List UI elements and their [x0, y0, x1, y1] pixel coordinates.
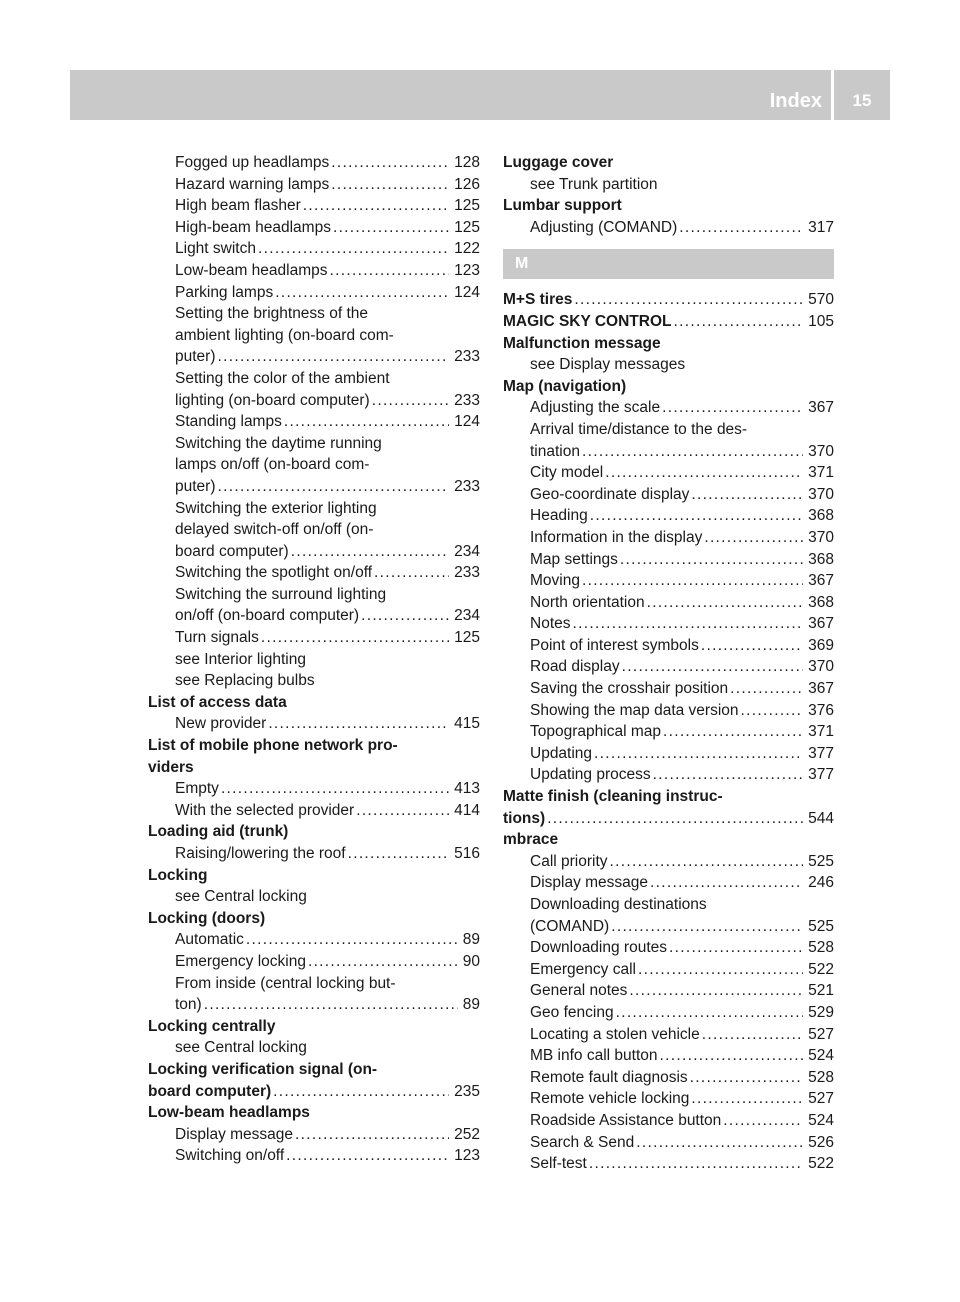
dot-leader [723, 1110, 803, 1132]
entry-label: Information in the display [530, 528, 703, 546]
entry-page-number: 367 [808, 572, 834, 590]
index-entry [503, 764, 834, 786]
dot-leader [691, 1088, 803, 1110]
dot-leader [605, 462, 803, 484]
index-heading: Locking centrally [148, 1017, 276, 1035]
index-heading: Malfunction message [503, 334, 661, 352]
dot-leader [611, 916, 803, 938]
entry-label: Heading [530, 507, 588, 525]
index-text-line: see Trunk partition [530, 175, 658, 193]
dot-leader [629, 980, 803, 1002]
dot-leader [308, 951, 458, 973]
index-entry [148, 195, 480, 217]
index-heading: Luggage cover [503, 154, 614, 171]
index-text-line: see Replacing bulbs [175, 672, 315, 690]
entry-page-number: 105 [808, 312, 834, 330]
index-text-line: Arrival time/distance to the des- [530, 420, 748, 438]
dot-leader [275, 282, 449, 304]
entry-page-number: 125 [454, 197, 480, 215]
dot-leader [638, 959, 803, 981]
index-entry [148, 238, 480, 260]
entry-page-number: 89 [462, 996, 480, 1014]
entry-label: Display message [530, 874, 649, 892]
dot-leader [690, 1067, 803, 1089]
index-entry [503, 592, 834, 614]
entry-label: Updating process [530, 766, 651, 784]
index-entry [503, 1110, 834, 1132]
index-entry [148, 800, 480, 822]
dot-leader [273, 1081, 449, 1103]
dot-leader [730, 678, 803, 700]
index-entry [148, 605, 480, 627]
dot-leader [331, 174, 449, 196]
entry-page-number: 527 [808, 1025, 834, 1043]
index-entry [503, 527, 834, 549]
index-heading: viders [148, 758, 194, 776]
dot-leader [333, 217, 449, 239]
entry-label: tions) [503, 809, 546, 827]
index-entry [503, 808, 834, 830]
index-heading: Locking verification signal (on- [148, 1060, 378, 1078]
entry-label: Geo fencing [530, 1003, 614, 1021]
entry-page-number: 544 [808, 809, 834, 827]
index-text-line: Downloading destinations [530, 896, 707, 913]
index-entry [148, 994, 480, 1016]
index-entry [503, 570, 834, 592]
entry-label: General notes [530, 982, 628, 1000]
index-heading: Locking (doors) [148, 909, 266, 927]
dot-leader [679, 217, 803, 239]
entry-label: Adjusting the scale [530, 399, 661, 417]
entry-label: ton) [175, 996, 202, 1014]
entry-label: Switching the spotlight on/off [175, 564, 373, 582]
entry-page-number: 367 [808, 680, 834, 698]
entry-label: Notes [530, 615, 571, 633]
dot-leader [204, 994, 458, 1016]
entry-label: Topographical map [530, 723, 661, 741]
section-title: Index [769, 90, 822, 112]
index-text-line: Switching the surround lighting [175, 585, 387, 603]
dot-leader [582, 570, 803, 592]
index-entry [148, 843, 480, 865]
entry-page-number: 528 [808, 1068, 834, 1086]
dot-leader [660, 1045, 804, 1067]
entry-page-number: 317 [808, 218, 834, 236]
index-entry [503, 872, 834, 894]
index-text-line: see Central locking [175, 888, 307, 906]
entry-label: (COMAND) [530, 917, 610, 935]
entry-page-number: 522 [808, 960, 834, 978]
index-entry [503, 289, 834, 311]
entry-page-number: 371 [808, 723, 834, 741]
entry-label: Display message [175, 1125, 294, 1143]
entry-label: Roadside Assistance button [530, 1111, 722, 1129]
index-text-line: see Display messages [530, 356, 686, 374]
index-entry [148, 562, 480, 584]
index-entry [503, 1024, 834, 1046]
dot-leader [218, 476, 450, 498]
dot-leader [268, 713, 449, 735]
dot-leader [374, 562, 449, 584]
dot-leader [622, 656, 804, 678]
index-text-line: Setting the color of the ambient [175, 369, 390, 387]
entry-label: Adjusting (COMAND) [530, 218, 678, 236]
entry-label: Emergency locking [175, 952, 306, 970]
entry-label: Standing lamps [175, 413, 282, 431]
entry-page-number: 415 [454, 715, 480, 733]
index-letter: M [515, 255, 529, 273]
dot-leader [261, 627, 449, 649]
entry-label: Emergency call [530, 960, 636, 978]
entry-page-number: 233 [454, 564, 480, 582]
index-text-line: Setting the brightness of the [175, 305, 369, 323]
index-entry [503, 851, 834, 873]
entry-page-number: 522 [808, 1155, 834, 1173]
dot-leader [674, 311, 804, 333]
index-column-right [503, 152, 834, 1175]
index-entry [148, 627, 480, 649]
entry-label: M+S tires [503, 291, 573, 309]
index-entry [148, 1145, 480, 1167]
entry-label: board computer) [175, 542, 289, 560]
entry-page-number: 526 [808, 1133, 834, 1151]
entry-page-number: 524 [808, 1047, 834, 1065]
entry-page-number: 376 [808, 701, 834, 719]
dot-leader [303, 195, 449, 217]
entry-page-number: 233 [454, 348, 480, 366]
entry-page-number: 368 [808, 550, 834, 568]
entry-page-number: 89 [462, 931, 480, 949]
entry-label: Map settings [530, 550, 618, 568]
index-entry [148, 1124, 480, 1146]
entry-page-number: 233 [454, 477, 480, 495]
entry-page-number: 124 [454, 283, 480, 301]
dot-leader [295, 1124, 449, 1146]
index-entry [503, 678, 834, 700]
entry-label: Hazard warning lamps [175, 175, 330, 193]
index-entry [503, 700, 834, 722]
page-number: 15 [852, 91, 872, 110]
index-entry [148, 152, 480, 174]
index-entry [503, 1002, 834, 1024]
dot-leader [636, 1132, 803, 1154]
entry-label: Locating a stolen vehicle [530, 1025, 700, 1043]
entry-page-number: 570 [808, 291, 834, 309]
index-heading: Low-beam headlamps [148, 1104, 310, 1122]
index-heading: mbrace [503, 831, 559, 849]
entry-page-number: 246 [808, 874, 834, 892]
dot-leader [691, 484, 803, 506]
dot-leader [582, 441, 803, 463]
index-text-line: delayed switch-off on/off (on- [175, 521, 374, 539]
entry-page-number: 527 [808, 1090, 834, 1108]
index-text-line: see Interior lighting [175, 650, 306, 668]
entry-page-number: 126 [454, 175, 480, 193]
entry-page-number: 233 [454, 391, 480, 409]
index-entry [503, 980, 834, 1002]
index-entry [503, 397, 834, 419]
index-letter-bar [503, 249, 834, 279]
dot-leader [218, 346, 450, 368]
entry-page-number: 367 [808, 399, 834, 417]
entry-page-number: 368 [808, 593, 834, 611]
entry-label: on/off (on-board computer) [175, 607, 360, 625]
index-heading: List of access data [148, 693, 287, 711]
index-heading: Loading aid (trunk) [148, 823, 289, 841]
dot-leader [286, 1145, 449, 1167]
entry-page-number: 528 [808, 939, 834, 957]
entry-label: Self-test [530, 1155, 587, 1173]
entry-label: Call priority [530, 852, 608, 870]
dot-leader [221, 778, 449, 800]
index-text-line: see Central locking [175, 1039, 307, 1057]
index-entry [148, 1081, 480, 1103]
entry-page-number: 124 [454, 413, 480, 431]
index-text-line: From inside (central locking but- [175, 974, 396, 992]
entry-page-number: 252 [454, 1125, 480, 1143]
dot-leader [663, 721, 803, 743]
dot-leader [258, 238, 449, 260]
index-heading: Map (navigation) [503, 377, 627, 395]
index-entry [148, 951, 480, 973]
entry-label: Remote fault diagnosis [530, 1068, 688, 1086]
entry-label: With the selected provider [175, 801, 355, 819]
dot-leader [589, 1153, 803, 1175]
entry-page-number: 234 [454, 542, 480, 560]
entry-page-number: 125 [454, 629, 480, 647]
entry-label: lighting (on-board computer) [175, 391, 370, 409]
entry-label: Parking lamps [175, 283, 274, 301]
entry-label: puter) [175, 348, 216, 366]
index-text-line: Switching the exterior lighting [175, 499, 377, 517]
dot-leader [741, 700, 804, 722]
index-entry [503, 937, 834, 959]
index-entry [503, 656, 834, 678]
entry-label: North orientation [530, 593, 645, 611]
dot-leader [356, 800, 449, 822]
entry-label: Geo-coordinate display [530, 485, 690, 503]
entry-page-number: 123 [454, 1147, 480, 1165]
entry-label: Low-beam headlamps [175, 261, 328, 279]
index-entry [148, 713, 480, 735]
index-entry [503, 743, 834, 765]
entry-page-number: 368 [808, 507, 834, 525]
index-entry [148, 260, 480, 282]
entry-page-number: 529 [808, 1003, 834, 1021]
entry-page-number: 414 [454, 801, 480, 819]
dot-leader [701, 635, 803, 657]
dot-leader [372, 390, 449, 412]
entry-page-number: 122 [454, 240, 480, 258]
dot-leader [361, 605, 449, 627]
dot-leader [610, 851, 804, 873]
entry-label: Downloading routes [530, 939, 668, 957]
index-entry [148, 346, 480, 368]
index-entry [503, 505, 834, 527]
entry-page-number: 525 [808, 917, 834, 935]
dot-leader [574, 289, 803, 311]
entry-page-number: 125 [454, 218, 480, 236]
entry-page-number: 377 [808, 766, 834, 784]
dot-leader [573, 613, 804, 635]
entry-page-number: 123 [454, 261, 480, 279]
index-entry [503, 549, 834, 571]
index-entry [503, 1153, 834, 1175]
index-entry [503, 217, 834, 239]
index-entry [503, 1067, 834, 1089]
entry-page-number: 413 [454, 780, 480, 798]
index-entry [148, 390, 480, 412]
entry-label: MAGIC SKY CONTROL [503, 312, 672, 330]
index-entry [503, 959, 834, 981]
entry-label: Point of interest symbols [530, 636, 699, 654]
page-header [70, 70, 890, 120]
index-entry [148, 541, 480, 563]
dot-leader [704, 527, 803, 549]
entry-label: Road display [530, 658, 620, 676]
entry-label: Switching on/off [175, 1147, 285, 1165]
dot-leader [590, 505, 803, 527]
dot-leader [669, 937, 803, 959]
entry-page-number: 370 [808, 658, 834, 676]
entry-label: Light switch [175, 240, 256, 258]
index-entry [503, 613, 834, 635]
entry-page-number: 370 [808, 442, 834, 460]
dot-leader [650, 872, 803, 894]
dot-leader [246, 929, 458, 951]
entry-page-number: 524 [808, 1111, 834, 1129]
index-entry [148, 411, 480, 433]
dot-leader [284, 411, 449, 433]
entry-label: Fogged up headlamps [175, 154, 330, 171]
entry-page-number: 377 [808, 744, 834, 762]
entry-page-number: 90 [462, 952, 480, 970]
entry-page-number: 128 [454, 154, 480, 171]
index-text-line: ambient lighting (on-board com- [175, 326, 394, 344]
entry-label: Raising/lowering the roof [175, 845, 346, 862]
index-entry [148, 778, 480, 800]
index-entry [148, 476, 480, 498]
entry-page-number: 371 [808, 464, 834, 482]
index-entry [148, 282, 480, 304]
entry-label: puter) [175, 477, 216, 495]
entry-label: Moving [530, 572, 580, 590]
entry-label: New provider [175, 715, 267, 733]
index-column-left [148, 152, 480, 1167]
entry-page-number: 234 [454, 607, 480, 625]
dot-leader [616, 1002, 804, 1024]
entry-label: Remote vehicle locking [530, 1090, 690, 1108]
dot-leader [653, 764, 804, 786]
entry-label: Showing the map data version [530, 701, 739, 719]
dot-leader [348, 843, 450, 865]
entry-page-number: 525 [808, 852, 834, 870]
index-text-line: lamps on/off (on-board com- [175, 456, 370, 474]
dot-leader [291, 541, 449, 563]
entry-label: board computer) [148, 1082, 272, 1100]
entry-label: tination [530, 442, 580, 460]
index-entry [503, 635, 834, 657]
entry-label: High beam flasher [175, 197, 301, 215]
entry-page-number: 367 [808, 615, 834, 633]
index-entry [503, 484, 834, 506]
dot-leader [547, 808, 803, 830]
entry-page-number: 369 [808, 636, 834, 654]
entry-label: Search & Send [530, 1133, 635, 1151]
entry-label: City model [530, 464, 604, 482]
index-text-line: Switching the daytime running [175, 434, 382, 452]
entry-page-number: 370 [808, 528, 834, 546]
dot-leader [620, 549, 803, 571]
entry-label: High-beam headlamps [175, 218, 331, 236]
entry-label: Empty [175, 780, 219, 798]
entry-page-number: 521 [808, 982, 834, 1000]
entry-label: MB info call button [530, 1047, 658, 1065]
index-entry [503, 441, 834, 463]
dot-leader [647, 592, 804, 614]
index-entry [503, 1088, 834, 1110]
index-entry [503, 721, 834, 743]
index-entry [148, 217, 480, 239]
entry-label: Updating [530, 744, 593, 762]
index-entry [148, 929, 480, 951]
dot-leader [331, 152, 449, 174]
entry-label: Saving the crosshair position [530, 680, 729, 698]
index-entry [503, 462, 834, 484]
entry-page-number: 370 [808, 485, 834, 503]
dot-leader [702, 1024, 803, 1046]
dot-leader [594, 743, 803, 765]
dot-leader [330, 260, 450, 282]
index-entry [148, 174, 480, 196]
index-entry [503, 916, 834, 938]
index-heading: Lumbar support [503, 197, 622, 215]
entry-page-number: 516 [454, 845, 480, 862]
index-entry [503, 311, 834, 333]
entry-label: Automatic [175, 931, 244, 949]
index-entry [503, 1132, 834, 1154]
index-heading: Matte finish (cleaning instruc- [503, 788, 723, 806]
entry-page-number: 235 [454, 1082, 480, 1100]
dot-leader [662, 397, 803, 419]
index-heading: List of mobile phone network pro- [148, 737, 398, 755]
index-entry [503, 1045, 834, 1067]
index-heading: Locking [148, 866, 208, 884]
entry-label: Turn signals [175, 629, 259, 647]
